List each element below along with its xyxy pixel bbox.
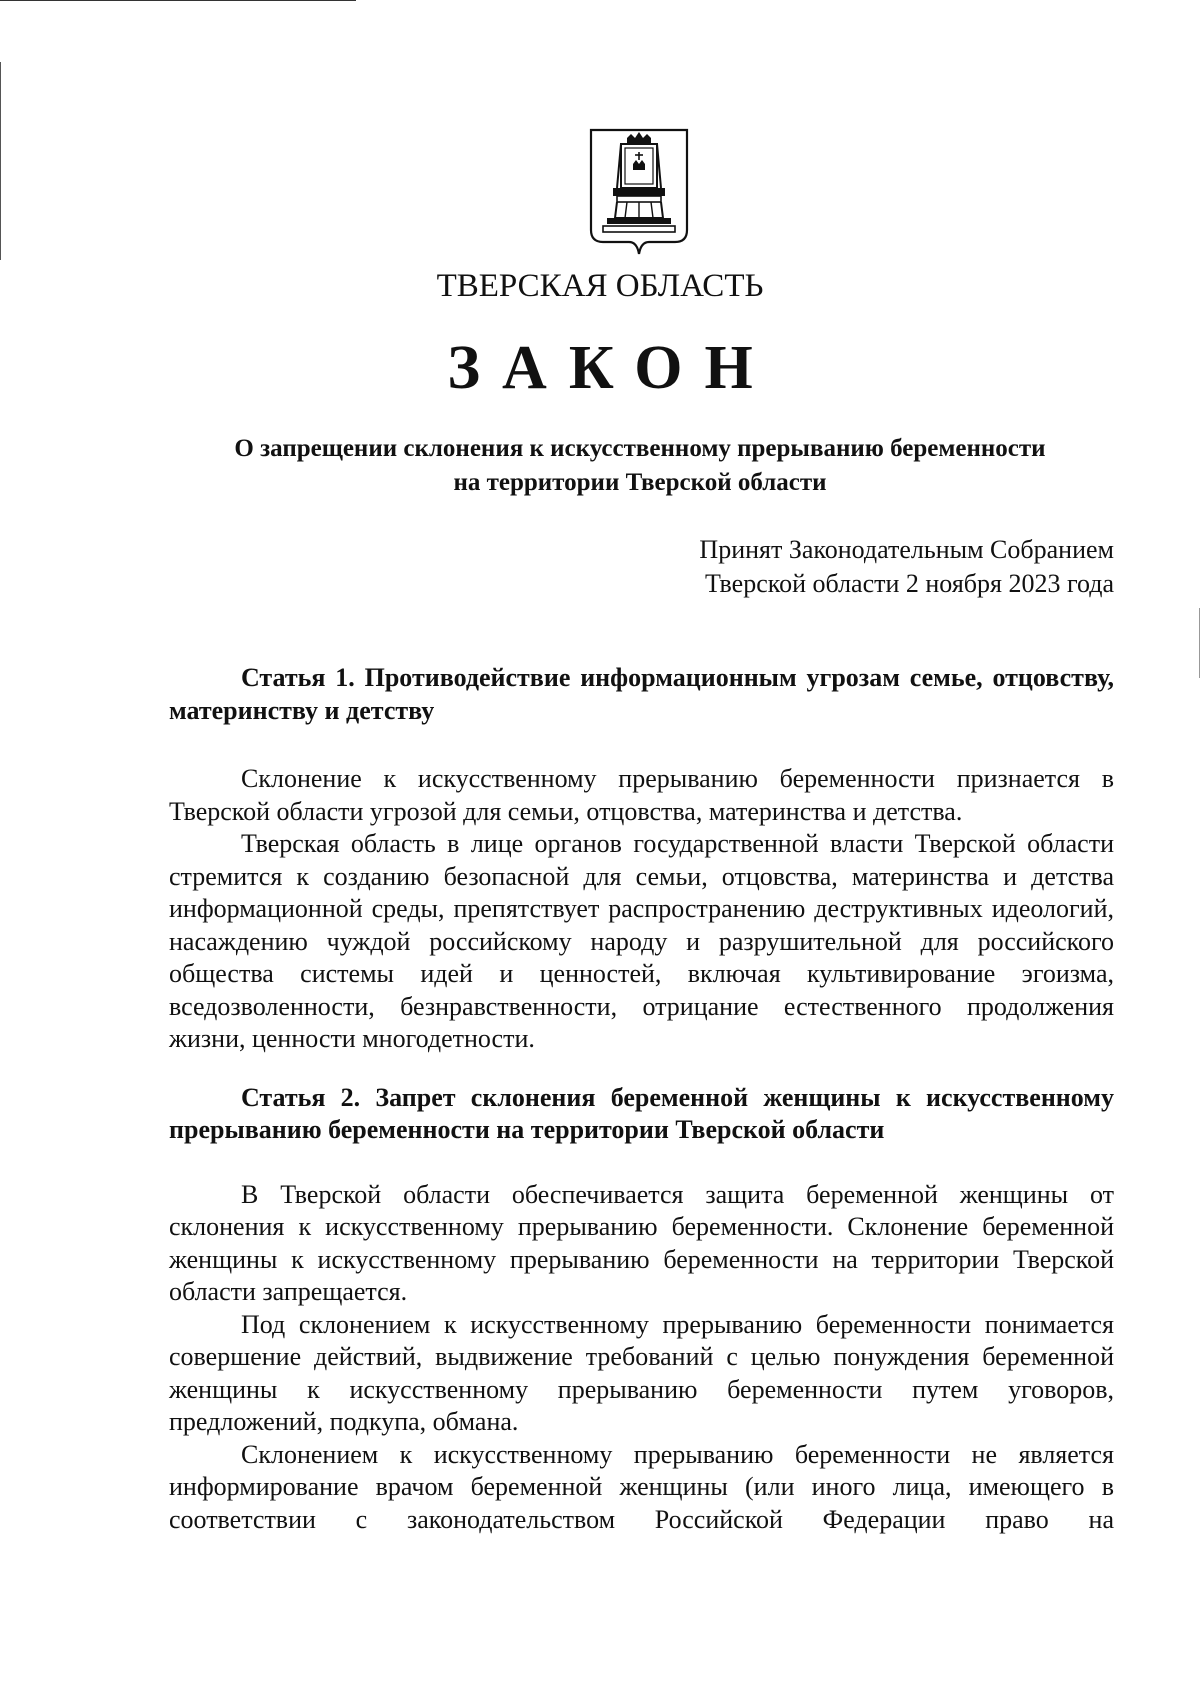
scan-edge-line-left [0,62,1,260]
article-1-paragraph-2: Тверская область в лице органов государственной власти Тверской области стремится к созданию безопасной для семьи, отцовства, материнства и детства информационной среды, препятствует распространению деструктивных идеологий, насаждению чуждой российскому народу и разрушительной для российского общества системы идей и ценностей, включая культивирование эгоизма, вседозволенности, безнравственности, отрицание естественного продолжения жизни, ценности многодетности. [169,829,1114,1053]
article-2-paragraph-1: В Тверской области обеспечивается защита беременной женщины от склонения к искусственному прерыванию беременности. Склонение беременной женщины к искусственному прерыванию беременности на территории Тверской области запрещается. [169,1179,1114,1306]
law-body [169,662,1114,1536]
adoption-note-line-1: Принят Законодательным Собранием [699,535,1114,564]
article-2-paragraph-2: Под склонением к искусственному прерыванию беременности понимается совершение действий, выдвижение требований с целью понуждения беременной женщины к искусственному прерыванию беременности путем уговоров, предложений, подкупа, обмана. [169,1309,1114,1436]
article-1-paragraph-1: Склонение к искусственному прерыванию беременности признается в Тверской области угрозой для семьи, отцовства, материнства и детства. [169,764,1114,826]
article-1-heading: Статья 1. Противодействие информационным угрозам семье, отцовству, материнству и детству [169,663,1114,725]
scan-edge-line-top [0,0,356,1]
article-2-paragraph-3: Склонением к искусственному прерыванию беременности не является информирование врачом беременной женщины (или иного лица, имеющего в соответствии с законодательством Российской Федерации право на [169,1439,1114,1534]
document-type-title: ЗАКОН [447,334,775,402]
region-name: ТВЕРСКАЯ ОБЛАСТЬ [436,268,764,304]
law-title-line-2: на территории Тверской области [453,469,827,496]
law-title [160,432,1120,500]
tver-coat-of-arms-icon [587,126,691,258]
adoption-note-line-2: Тверской области 2 ноября 2023 года [704,569,1114,598]
law-title-line-1: О запрещении склонения к искусственному прерыванию беременности [234,435,1046,462]
article-2-heading: Статья 2. Запрет склонения беременной женщины к искусственному прерыванию беременности на территории Тверской области [169,1082,1114,1144]
adoption-note [699,533,1114,601]
